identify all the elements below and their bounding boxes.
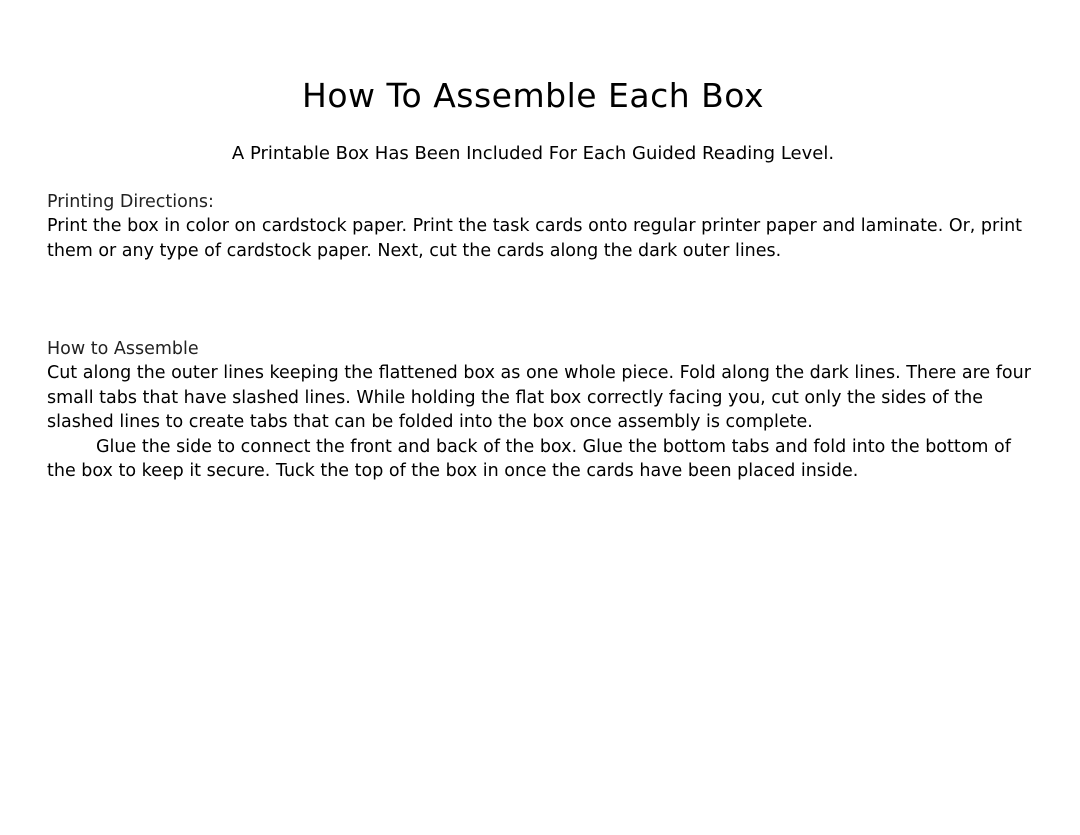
section-paragraph: Print the box in color on cardstock paper. Print the task cards onto regular printer paper and laminate. Or, print them or any type of cardstock paper. Next, cut the cards along the dark outer lines. <box>47 216 1023 261</box>
page-subtitle: A Printable Box Has Been Included For Each Guided Reading Level. <box>231 143 835 164</box>
section-heading-printing: Printing Directions: <box>47 192 214 212</box>
section-paragraph-indented: Glue the side to connect the front and back of the box. Glue the bottom tabs and fold into the bottom of the box to keep it secure. Tuck the top of the box in once the cards have been placed inside. <box>47 436 1011 482</box>
section-paragraph: Cut along the outer lines keeping the flattened box as one whole piece. Fold along the dark lines. There are four small tabs that have slashed lines. While holding the flat box correctly facing you, cut only the sides of the slashed lines to create tabs that can be folded into the box once assembly is complete. <box>47 363 1031 433</box>
printing-directions-section <box>47 190 1037 263</box>
how-to-assemble-section <box>47 337 1037 483</box>
section-heading-assemble: How to Assemble <box>47 339 199 359</box>
page-title: How To Assemble Each Box <box>302 76 764 115</box>
